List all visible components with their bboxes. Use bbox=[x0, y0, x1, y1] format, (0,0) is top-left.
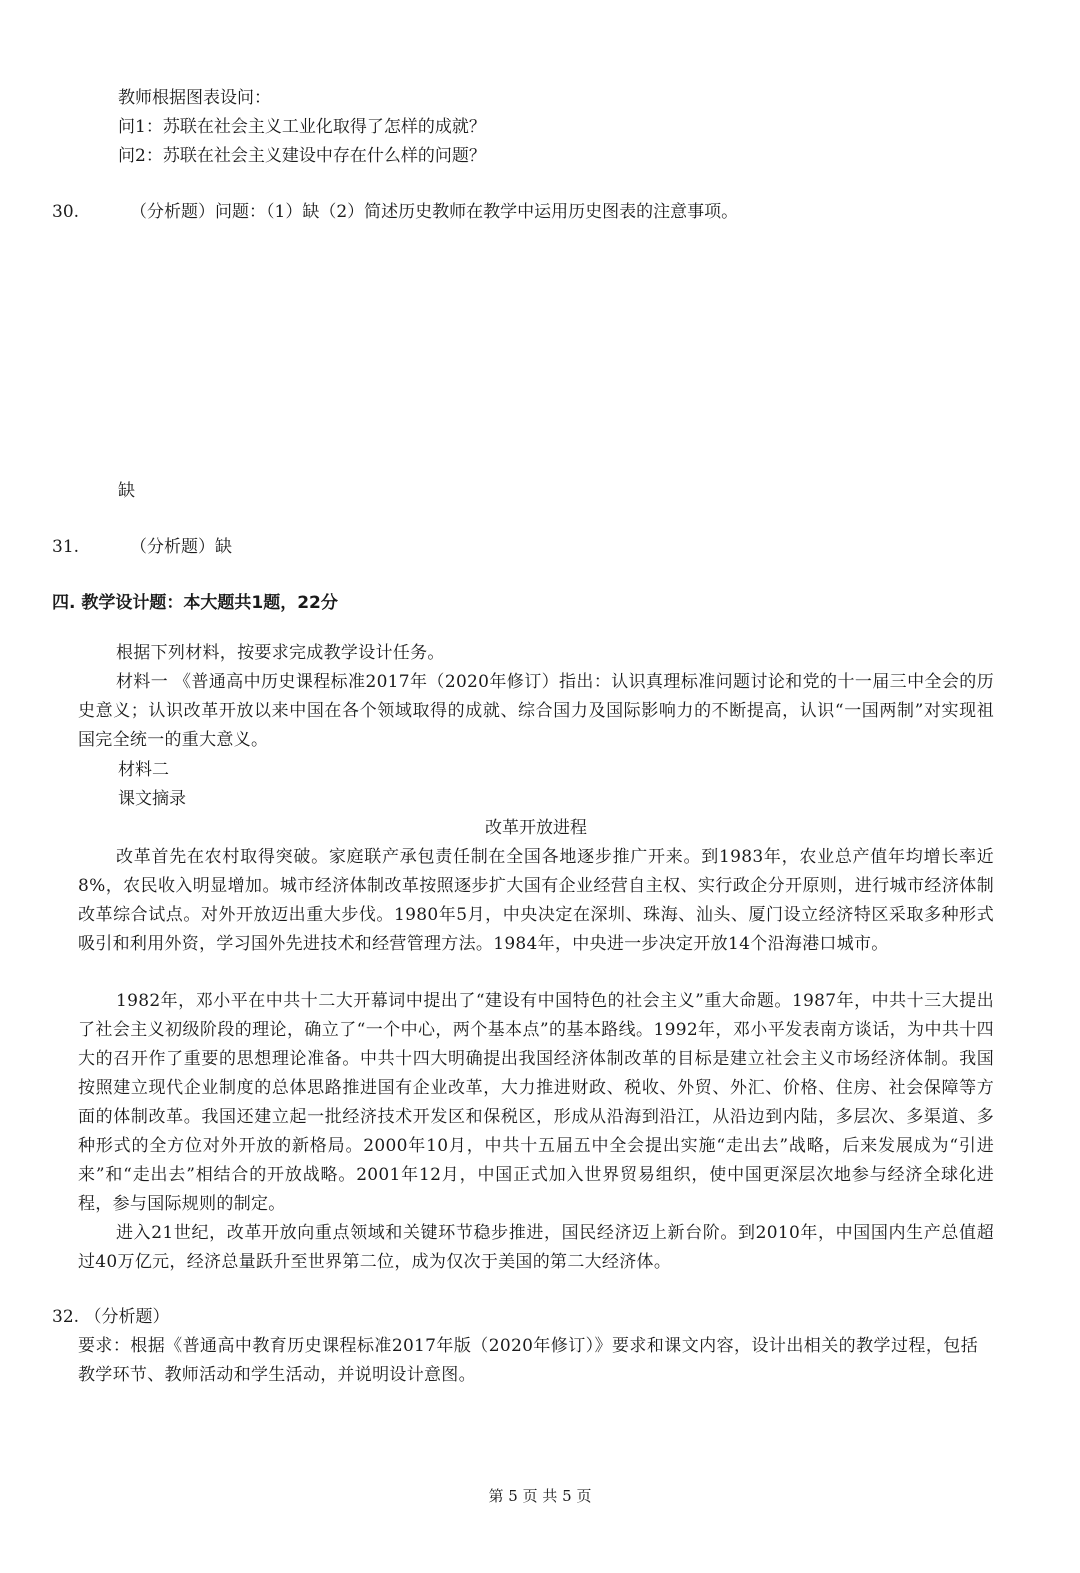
section-4-instruction: 根据下列材料，按要求完成教学设计任务。 bbox=[116, 643, 445, 663]
question-31-text: （分析题）缺 bbox=[130, 537, 232, 557]
excerpt-paragraph-3: 进入21世纪，改革开放向重点领域和关键环节稳步推进，国民经济迈上新台阶。到2010年，中国国内生产总值超过40万亿元，经济总量跃升至世界第二位，成为仅次于美国的第二大经济体。 bbox=[78, 1223, 994, 1272]
teacher-prompt-intro: 教师根据图表设问： bbox=[118, 88, 271, 108]
excerpt-title: 改革开放进程 bbox=[485, 818, 587, 838]
section-4-title: 四. 教学设计题：本大题共1题，22分 bbox=[52, 593, 338, 613]
question-30-text: （分析题）问题：（1）缺（2）简述历史教师在教学中运用历史图表的注意事项。 bbox=[130, 202, 739, 222]
material-2-label: 材料二 bbox=[118, 760, 169, 780]
excerpt-paragraph-1: 改革首先在农村取得突破。家庭联产承包责任制在全国各地逐步推广开来。到1983年，农业总产值年均增长率近8%，农民收入明显增加。城市经济体制改革按照逐步扩大国有企业经营自主权、实行政企分开原则，进行城市经济体制改革综合试点。对外开放迈出重大步伐。1980年5月，中央决定在深圳、珠海、汕头、厦门设立经济特区采取多种形式吸引和利用外资，学习国外先进技术和经营管理方法。1984年，中央进一步决定开放14个沿海港口城市。 bbox=[78, 847, 994, 954]
teacher-question-2: 问2：苏联在社会主义建设中存在什么样的问题？ bbox=[118, 146, 486, 166]
question-30-answer: 缺 bbox=[118, 481, 135, 501]
excerpt-paragraph-2: 1982年，邓小平在中共十二大开幕词中提出了“建设有中国特色的社会主义”重大命题。1987年，中共十三大提出了社会主义初级阶段的理论，确立了“一个中心，两个基本点”的基本路线。1992年，邓小平发表南方谈话，为中共十四大的召开作了重要的思想理论准备。中共十四大明确提出我国经济体制改革的目标是建立社会主义市场经济体制。我国按照建立现代企业制度的总体思路推进国有企业改革，大力推进财政、税收、外贸、外汇、价格、住房、社会保障等方面的体制改革。我国还建立起一批经济技术开发区和保税区，形成从沿海到沿江，从沿边到内陆，多层次、多渠道、多种形式的全方位对外开放的新格局。2000年10月，中共十五届五中全会提出实施“走出去”战略，后来发展成为“引进来”和“走出去”相结合的开放战略。2001年12月，中国正式加入世界贸易组织，使中国更深层次地参与经济全球化进程，参与国际规则的制定。 bbox=[78, 991, 994, 1214]
excerpt-label: 课文摘录 bbox=[118, 789, 186, 809]
question-32-header: 32. （分析题） bbox=[52, 1307, 170, 1327]
teacher-question-1: 问1：苏联在社会主义工业化取得了怎样的成就？ bbox=[118, 117, 486, 137]
question-30-number: 30. bbox=[52, 202, 80, 222]
question-31-number: 31. bbox=[52, 537, 80, 557]
question-32-requirement: 要求：根据《普通高中教育历史课程标准2017年版（2020年修订）》要求和课文内容，设计出相关的教学过程，包括教学环节、教师活动和学生活动，并说明设计意图。 bbox=[78, 1336, 978, 1385]
material-1: 材料一 《普通高中历史课程标准2017年（2020年修订）指出：认识真理标准问题讨论和党的十一届三中全会的历史意义；认识改革开放以来中国在各个领域取得的成就、综合国力及国际影响力的不断提高，认识“一国两制”对实现祖国完全统一的重大意义。 bbox=[78, 672, 994, 750]
page-footer: 第 5 页 共 5 页 bbox=[488, 1487, 592, 1505]
